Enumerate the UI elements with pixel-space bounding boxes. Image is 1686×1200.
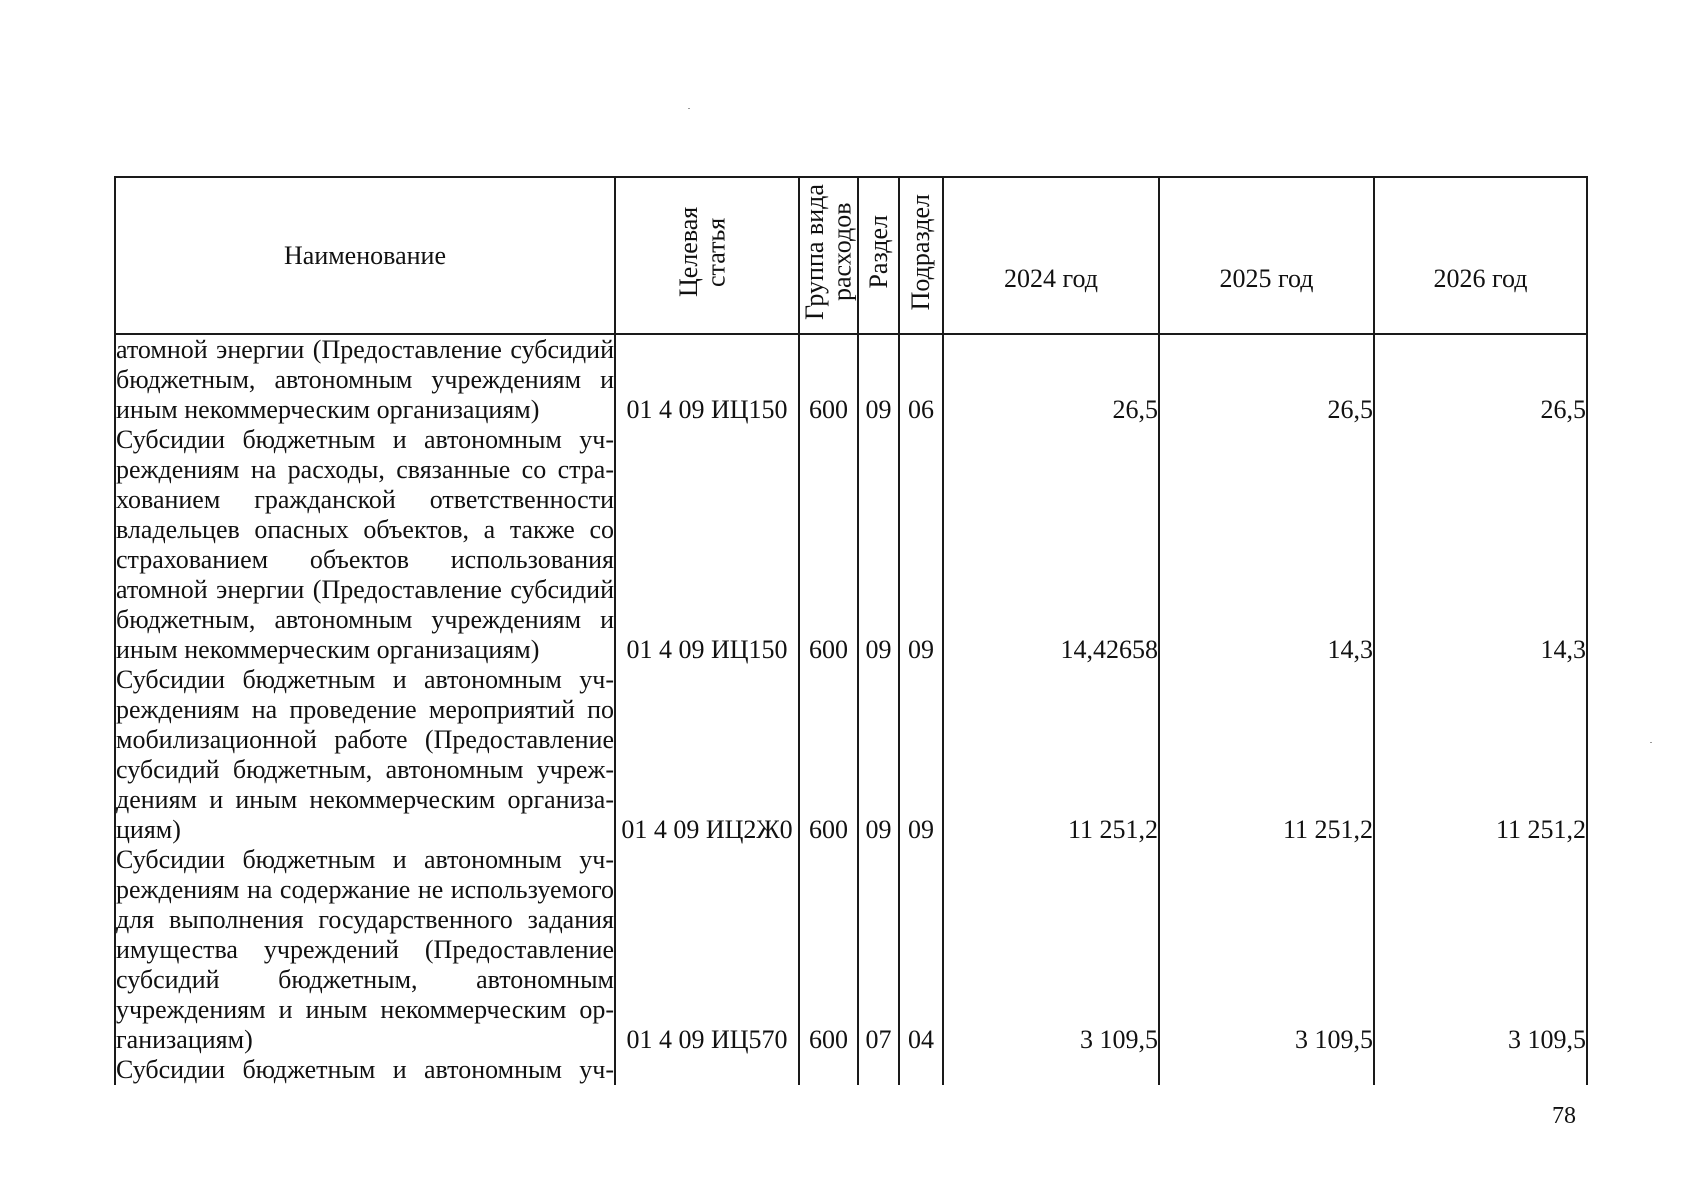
table-header-row xyxy=(115,177,1587,334)
table-row-continuation xyxy=(115,1055,1587,1085)
row-name: Субсидии бюджетным и автономным учреждениям на проведение мероприятий по мобилизационной работе (Предоставление субсидий бюджетным, автономным учреждениям и иным некоммерческим организациям) xyxy=(116,665,614,844)
budget-table xyxy=(114,176,1588,1085)
row-value-2024: 11 251,2 xyxy=(943,665,1159,845)
row-expense-group: 600 xyxy=(799,425,858,665)
row-expense-group: 600 xyxy=(799,665,858,845)
header-year-2024: 2024 год xyxy=(943,177,1159,334)
row-value-2026: 26,5 xyxy=(1374,334,1587,425)
empty-cell xyxy=(799,1055,858,1085)
row-expense-group: 600 xyxy=(799,334,858,425)
row-value-2024: 26,5 xyxy=(943,334,1159,425)
header-year-2025: 2025 год xyxy=(1159,177,1374,334)
empty-cell xyxy=(899,1055,943,1085)
header-section: Раздел xyxy=(858,177,899,334)
row-target-article: 01 4 09 ИЦ570 xyxy=(615,845,799,1055)
row-subsection: 04 xyxy=(899,845,943,1055)
scan-speck xyxy=(1650,742,1652,743)
row-subsection: 09 xyxy=(899,425,943,665)
row-target-article: 01 4 09 ИЦ150 xyxy=(615,334,799,425)
empty-cell xyxy=(943,1055,1159,1085)
page-number: 78 xyxy=(1552,1103,1576,1129)
empty-cell xyxy=(615,1055,799,1085)
empty-cell xyxy=(1374,1055,1587,1085)
table-row xyxy=(115,665,1587,845)
header-target-article: Целевая статья xyxy=(615,177,799,334)
header-expense-group: Группа вида расходов xyxy=(799,177,858,334)
row-value-2025: 26,5 xyxy=(1159,334,1374,425)
row-value-2024: 3 109,5 xyxy=(943,845,1159,1055)
header-year-2026: 2026 год xyxy=(1374,177,1587,334)
row-value-2026: 11 251,2 xyxy=(1374,665,1587,845)
row-name-continuation: Субсидии бюджетным и автономным уч- xyxy=(116,1055,614,1084)
row-value-2025: 11 251,2 xyxy=(1159,665,1374,845)
empty-cell xyxy=(858,1055,899,1085)
table-row xyxy=(115,845,1587,1055)
row-value-2026: 14,3 xyxy=(1374,425,1587,665)
row-value-2026: 3 109,5 xyxy=(1374,845,1587,1055)
row-target-article: 01 4 09 ИЦ150 xyxy=(615,425,799,665)
row-name: Субсидии бюджетным и автономным учреждениям на содержание не используемого для выполнения государственного задания имущества учреждений (Предоставление субсидий бюджетным, автономным учреждениям и иным некоммерческим организациям) xyxy=(116,845,614,1054)
row-section: 09 xyxy=(858,425,899,665)
row-value-2025: 3 109,5 xyxy=(1159,845,1374,1055)
row-expense-group: 600 xyxy=(799,845,858,1055)
row-name: атомной энергии (Предоставление субсидий бюджетным, автономным учреждениям и иным некоммерческим организациям) xyxy=(116,335,614,424)
row-value-2024: 14,42658 xyxy=(943,425,1159,665)
row-target-article: 01 4 09 ИЦ2Ж0 xyxy=(615,665,799,845)
row-subsection: 06 xyxy=(899,334,943,425)
scan-speck xyxy=(688,108,690,109)
row-section: 09 xyxy=(858,665,899,845)
row-name: Субсидии бюджетным и автономным учреждениям на расходы, связанные со страхованием гражданской ответственности владельцев опасных объектов, а также со страхованием объектов использования атомной энергии (Предоставление субсидий бюджетным, автономным учреждениям и иным некоммерческим организациям) xyxy=(116,425,614,664)
header-subsection: Подраздел xyxy=(899,177,943,334)
row-section: 07 xyxy=(858,845,899,1055)
row-value-2025: 14,3 xyxy=(1159,425,1374,665)
header-name: Наименование xyxy=(115,177,615,334)
table-row xyxy=(115,425,1587,665)
row-subsection: 09 xyxy=(899,665,943,845)
table-row xyxy=(115,334,1587,425)
row-section: 09 xyxy=(858,334,899,425)
empty-cell xyxy=(1159,1055,1374,1085)
